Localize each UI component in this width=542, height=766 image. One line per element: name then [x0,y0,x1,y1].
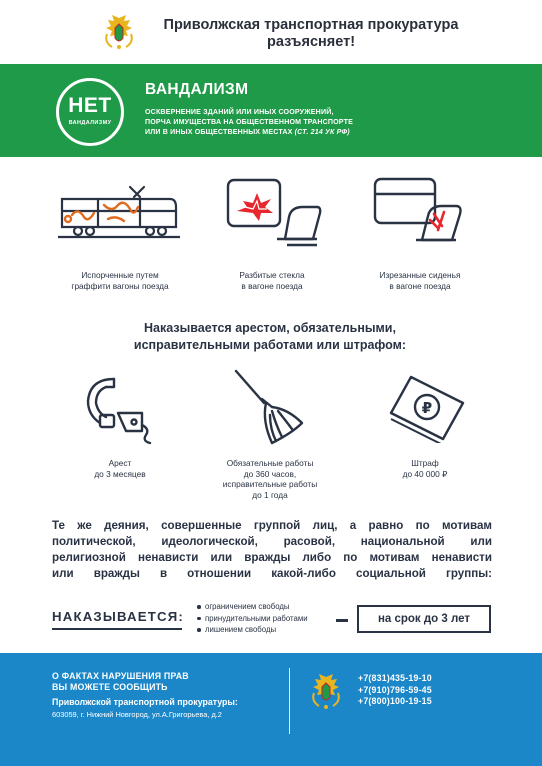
caption-line: до 40 000 ₽ [402,468,448,479]
penalty-caption [385,458,465,479]
list-item: лишением свободы [196,624,308,636]
emblem-icon [102,14,136,50]
svg-text:₽: ₽ [421,399,433,417]
footer-address: 603059, г. Нижний Новгород, ул.А.Григорьева, д.2 [52,710,222,719]
caption-line: граффити вагоны поезда [71,280,169,291]
caption-line: Изрезанные сиденья [379,270,461,280]
paragraph-line: или вражды в отношении какой-либо социальной группы: [52,567,492,580]
list-item: принудительными работами [196,613,308,625]
punishment-heading [60,320,480,354]
desc-line: ИЛИ В ИНЫХ ОБЩЕСТВЕННЫХ МЕСТАХ [145,128,293,137]
money-icon [387,373,467,443]
sanction-list [196,601,308,636]
footer-heading [52,671,189,693]
sanction-underline [52,628,182,630]
caption-line: в вагоне поезда [389,280,451,291]
footer-divider [289,668,290,734]
sanction-label: НАКАЗЫВАЕТСЯ: [52,609,185,624]
title-line: Приволжская транспортная прокуратура [163,17,459,33]
caption-line: до 1 года [252,489,288,500]
caption-line: в вагоне поезда [241,280,303,291]
title-line: разъясняет! [266,34,356,50]
footer-line: ВЫ МОЖЕТЕ СООБЩИТЬ [52,682,168,692]
graffiti-train-icon [58,183,180,243]
phone-number[interactable]: +7(800)100-19-15 [358,696,432,706]
caption-line: Арест [108,458,132,468]
dash-divider [336,619,348,622]
desc-line: ОСКВЕРНЕНИЕ ЗДАНИЙ ИЛИ ИНЫХ СООРУЖЕНИЙ, [145,108,334,116]
heading-line: Наказывается арестом, обязательными, [144,321,396,335]
desc-line: ПОРЧА ИМУЩЕСТВА НА ОБЩЕСТВЕННОМ ТРАНСПОРТЕ [145,118,353,127]
caption-line: Штраф [411,458,439,468]
emblem-icon [309,673,343,711]
broken-window-icon [225,177,323,247]
banner-description [145,107,405,138]
act-caption [360,270,480,291]
act-caption [60,270,180,291]
list-item: ограничением свободы [196,601,308,613]
penalty-caption [80,458,160,479]
caption-line: до 360 часов, [243,468,297,479]
sanction-term: на срок до 3 лет [357,605,491,633]
law-reference: (СТ. 214 УК РФ) [294,128,350,137]
penalty-caption [210,458,330,500]
page-title [146,17,476,51]
aggravated-paragraph [52,518,492,582]
footer-line: О ФАКТАХ НАРУШЕНИЯ ПРАВ [52,671,189,681]
caption-line: исправительные работы [222,479,318,489]
paragraph-line: Те же деяния, совершенные группой лиц, а равно по мотивам [52,519,492,532]
caption-line: до 3 месяцев [94,468,146,479]
footer-phones [358,673,432,708]
no-vandalism-badge [56,78,124,146]
broom-icon [232,367,304,447]
act-caption [212,270,332,291]
footer-org: Приволжской транспортной прокуратуры: [52,697,238,707]
paragraph-line: политической, идеологической, расовой, национальной или [52,535,492,548]
badge-subtext: ВАНДАЛИЗМУ [68,120,112,126]
banner-title: ВАНДАЛИЗМ [145,81,249,98]
caption-line: Испорченные путем [81,270,159,280]
phone-number[interactable]: +7(831)435-19-10 [358,673,432,683]
badge-text: НЕТ [68,94,112,117]
phone-number[interactable]: +7(910)796-59-45 [358,684,432,695]
caption-line: Разбитые стекла [239,270,305,280]
paragraph-line: религиозной ненависти или вражды либо по мотивам ненависти [52,551,492,564]
handcuffs-icon [84,373,160,445]
heading-line: исправительными работами или штрафом: [133,338,407,352]
cut-seat-icon [372,176,466,248]
caption-line: Обязательные работы [226,458,314,468]
